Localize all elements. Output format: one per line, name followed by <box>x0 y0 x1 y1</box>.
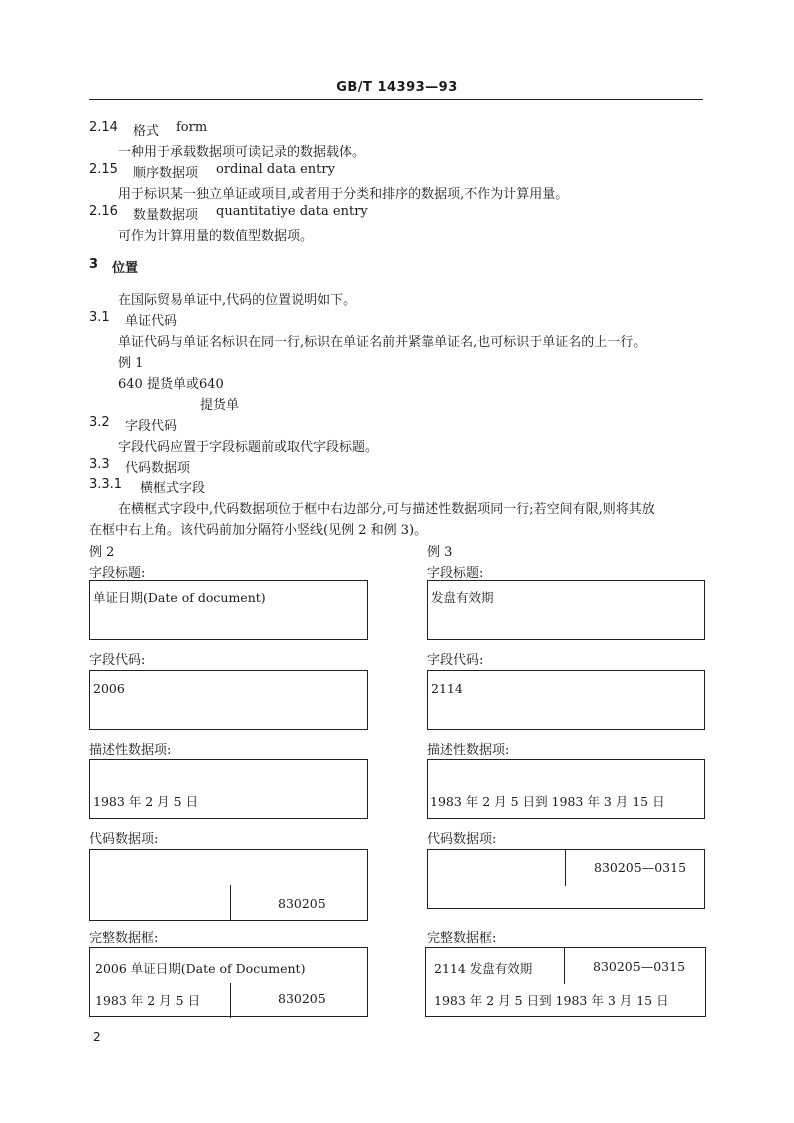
ex3-field-title-text: 发盘有效期 <box>431 590 494 605</box>
descriptive-label: 描述性数据项: <box>427 743 510 758</box>
page-number: 2 <box>93 1030 101 1044</box>
def-description: 一种用于承载数据项可读记录的数据载体。 <box>118 145 366 160</box>
section-intro: 在国际贸易单证中,代码的位置说明如下。 <box>118 293 357 308</box>
def-number: 2.16 <box>89 204 118 219</box>
complete-label: 完整数据框: <box>427 931 497 946</box>
header-rule <box>89 99 703 100</box>
field-title-label: 字段标题: <box>89 566 146 581</box>
subsection-body: 在横框式字段中,代码数据项位于框中右边部分,可与描述性数据项同一行;若空间有限,则将其放 <box>118 502 655 517</box>
ex3-field-title-box <box>427 580 705 640</box>
ex2-complete-descriptive: 1983 年 2 月 5 日 <box>95 993 201 1008</box>
def-term: 格式 <box>133 124 160 139</box>
ex2-field-code-text: 2006 <box>93 681 125 696</box>
def-english: ordinal data entry <box>216 162 335 177</box>
ex2-field-title-text: 单证日期(Date of document) <box>93 590 266 605</box>
subsection-title: 单证代码 <box>125 314 178 329</box>
example-3-label: 例 3 <box>427 545 453 560</box>
ex2-complete-code: 830205 <box>278 991 326 1006</box>
code-separator-bar <box>230 885 231 921</box>
field-code-label: 字段代码: <box>89 653 146 668</box>
ex2-field-title-box <box>89 580 368 640</box>
subsection-body: 单证代码与单证名标识在同一行,标识在单证名前并紧靠单证名,也可标识于单证名的上一行。 <box>118 335 647 350</box>
descriptive-label: 描述性数据项: <box>89 743 172 758</box>
ex3-complete-title: 2114 发盘有效期 <box>434 961 533 976</box>
def-term: 顺序数据项 <box>133 166 199 181</box>
subsection-number: 3.3.1 <box>89 477 123 492</box>
section-number: 3 <box>89 257 99 272</box>
example-line: 提货单 <box>200 398 240 413</box>
ex3-complete-descriptive: 1983 年 2 月 5 日到 1983 年 3 月 15 日 <box>434 993 669 1008</box>
code-item-label: 代码数据项: <box>427 832 497 847</box>
complete-label: 完整数据框: <box>89 931 159 946</box>
subsection-body: 在框中右上角。该代码前加分隔符小竖线(见例 2 和例 3)。 <box>89 523 428 538</box>
standard-header: GB/T 14393—93 <box>336 80 458 95</box>
ex2-complete-box <box>89 947 368 1017</box>
example-label: 例 1 <box>118 356 144 371</box>
ex3-field-code-box <box>427 670 705 730</box>
subsection-number: 3.1 <box>89 310 110 325</box>
ex2-descriptive-box <box>89 759 368 819</box>
def-term: 数量数据项 <box>133 208 199 223</box>
ex3-code-item-box <box>427 849 705 909</box>
def-number: 2.15 <box>89 162 118 177</box>
ex3-code-item-text: 830205—0315 <box>594 860 687 875</box>
ex3-complete-code: 830205—0315 <box>593 959 686 974</box>
code-separator-bar <box>230 983 231 1018</box>
subsection-body: 字段代码应置于字段标题前或取代字段标题。 <box>118 440 379 455</box>
subsection-title: 横框式字段 <box>140 481 206 496</box>
ex3-descriptive-box <box>427 759 705 819</box>
code-separator-bar <box>564 948 565 984</box>
subsection-number: 3.2 <box>89 415 110 430</box>
ex3-descriptive-text: 1983 年 2 月 5 日到 1983 年 3 月 15 日 <box>430 794 665 809</box>
code-item-label: 代码数据项: <box>89 832 159 847</box>
field-title-label: 字段标题: <box>427 566 484 581</box>
ex2-complete-title: 2006 单证日期(Date of Document) <box>95 961 306 976</box>
example-2-label: 例 2 <box>89 545 115 560</box>
ex2-code-item-text: 830205 <box>278 896 326 911</box>
subsection-number: 3.3 <box>89 457 110 472</box>
subsection-title: 代码数据项 <box>125 461 191 476</box>
def-english: quantitatiye data entry <box>216 204 368 219</box>
ex3-complete-box <box>425 947 706 1017</box>
example-line: 640 提货单或640 <box>118 377 224 392</box>
field-code-label: 字段代码: <box>427 653 484 668</box>
ex2-code-item-box <box>89 849 368 921</box>
ex3-field-code-text: 2114 <box>431 681 463 696</box>
code-separator-bar <box>565 850 566 886</box>
section-title: 位置 <box>112 261 139 276</box>
def-number: 2.14 <box>89 120 118 135</box>
subsection-title: 字段代码 <box>125 419 178 434</box>
def-description: 可作为计算用量的数值型数据项。 <box>118 229 314 244</box>
def-description: 用于标识某一独立单证或项目,或者用于分类和排序的数据项,不作为计算用量。 <box>118 187 569 202</box>
ex2-descriptive-text: 1983 年 2 月 5 日 <box>93 794 199 809</box>
def-english: form <box>176 120 208 135</box>
ex2-field-code-box <box>89 670 368 730</box>
